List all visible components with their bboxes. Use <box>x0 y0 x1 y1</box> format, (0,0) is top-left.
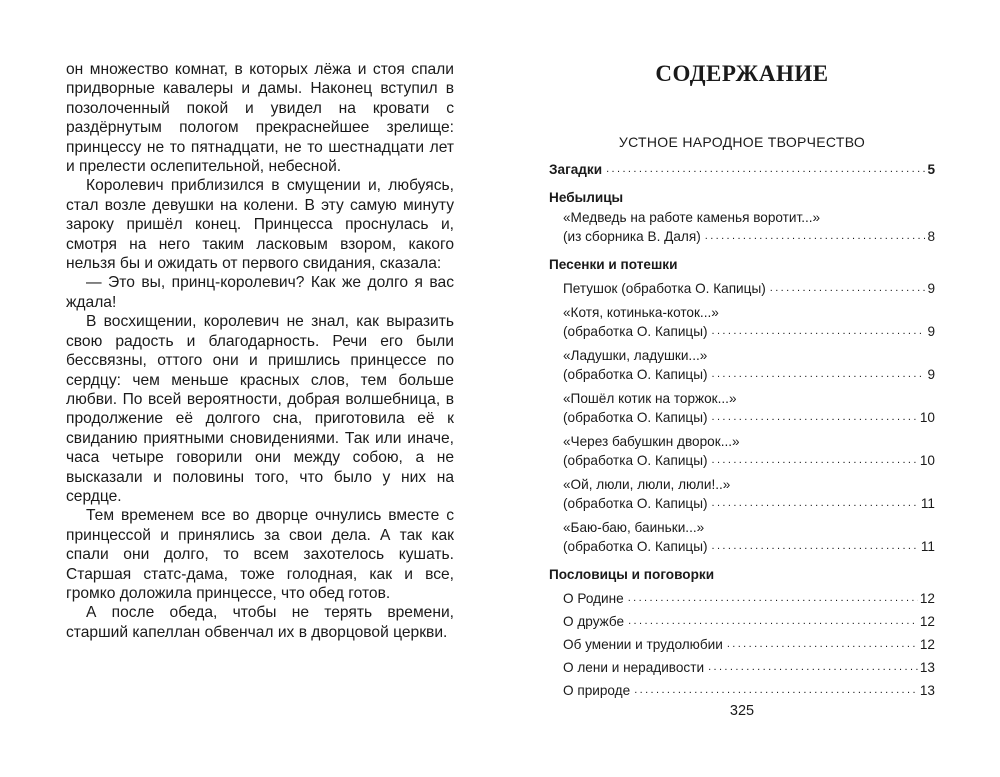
toc-entry[interactable] <box>563 518 935 556</box>
toc-entry[interactable] <box>563 389 935 427</box>
toc-entry-title: О Родине <box>563 591 624 606</box>
toc-entry[interactable] <box>563 635 935 654</box>
toc-entry[interactable] <box>563 589 935 608</box>
toc-entry-title: «Баю-баю, баиньки...» <box>563 520 705 535</box>
toc-entry-subtitle: (обработка О. Капицы) <box>563 496 708 511</box>
dot-leader <box>634 681 918 700</box>
toc-page-number: 12 <box>919 614 935 629</box>
toc-group-songs <box>549 255 935 556</box>
toc-page-number: 5 <box>927 162 935 177</box>
toc-page-number: 9 <box>927 367 935 382</box>
toc-group-title: Пословицы и поговорки <box>549 567 715 582</box>
toc-group-fables <box>549 188 935 246</box>
toc-entry-subtitle: (обработка О. Капицы) <box>563 410 708 425</box>
toc-group-title: Небылицы <box>549 190 624 205</box>
toc-entry-title: Об умении и трудолюбии <box>563 637 723 652</box>
toc-entry[interactable] <box>563 303 935 341</box>
paragraph: Королевич приблизился в смущении и, любуясь, стал возле девушки на колени. В эту самую минуту зароку пришёл конец. Принцесса проснулась и, смотря на него таким ласковым взором, какого нельзя бы и ожидать от первого свидания, сказала: <box>66 177 454 273</box>
dot-leader <box>712 322 926 341</box>
toc-entry[interactable] <box>563 432 935 470</box>
toc-entry-title: «Котя, котинька-коток...» <box>563 305 719 320</box>
toc-entry-subtitle: (обработка О. Капицы) <box>563 539 708 554</box>
toc-entry[interactable] <box>563 681 935 700</box>
toc-page-number: 9 <box>927 281 935 296</box>
toc-entry[interactable] <box>563 612 935 631</box>
toc-entry-title: «Медведь на работе каменья воротит...» <box>563 210 821 225</box>
paragraph: А после обеда, чтобы не терять времени, старший капеллан обвенчал их в дворцовой церкви. <box>66 604 454 641</box>
dot-leader <box>628 589 918 608</box>
toc-entry-subtitle: (из сборника В. Даля) <box>563 229 701 244</box>
toc-entry-subtitle: (обработка О. Капицы) <box>563 367 708 382</box>
toc-group-title: Песенки и потешки <box>549 257 678 272</box>
toc-entry-title: Загадки <box>549 162 603 177</box>
dot-leader <box>628 612 918 631</box>
paragraph: Тем временем все во дворце очнулись вместе с принцессой и принялись за свои дела. А так как спали они долго, то всем захотелось кушать. Старшая статс-дама, тоже голодная, как и все, громко доложила принцессе, что обед готов. <box>66 507 454 602</box>
dot-leader <box>770 279 926 298</box>
toc-entry-title: «Ладушки, ладушки...» <box>563 348 708 363</box>
toc-page-number: 10 <box>919 453 935 468</box>
toc-page-number: 13 <box>919 660 935 675</box>
table-of-contents <box>549 58 935 700</box>
paragraph: он множество комнат, в которых лёжа и стоя спали придворные кавалеры и дамы. Наконец вступил в позолоченный покой и увидел на кровати с раздёрнутым пологом прекраснейшее зрелище: принцессу не то пятнадцати, не то шестнадцати лет и прелести ослепительной, небесной. <box>66 61 454 176</box>
toc-entry-subtitle: (обработка О. Капицы) <box>563 453 708 468</box>
toc-entry-title: О дружбе <box>563 614 625 629</box>
dot-leader <box>712 365 926 384</box>
paragraph: В восхищении, королевич не знал, как выразить свою радость и благодарность. Речи его были бессвязны, оттого они и пришлись принцессе по сердцу: чем меньше красных слов, тем больше любви. По всей вероятности, добрая волшебница, в продолжение её долгого сна, приготовила её к свиданию приятными сновидениями. Так или иначе, часа четыре говорили они между собою, а не высказали и половины того, что было у них на сердце. <box>66 313 454 505</box>
dot-leader <box>606 160 925 179</box>
toc-entry[interactable] <box>563 346 935 384</box>
toc-entry[interactable] <box>549 160 935 179</box>
toc-entry-title: О лени и нерадивости <box>563 660 705 675</box>
toc-group-riddles <box>549 160 935 179</box>
section-title: УСТНОЕ НАРОДНОЕ ТВОРЧЕСТВО <box>618 134 866 150</box>
toc-entry-subtitle: (обработка О. Капицы) <box>563 324 708 339</box>
toc-entry-title: «Ой, люли, люли, люли!..» <box>563 477 731 492</box>
toc-page-number: 12 <box>919 591 935 606</box>
toc-entry[interactable] <box>563 475 935 513</box>
page-number: 325 <box>729 703 755 719</box>
dot-leader <box>727 635 918 654</box>
toc-page-number: 12 <box>919 637 935 652</box>
toc-page-number: 11 <box>920 496 935 511</box>
left-page-text <box>66 60 454 642</box>
toc-title: СОДЕРЖАНИЕ <box>655 61 829 86</box>
dot-leader <box>712 451 918 470</box>
toc-entry-title: «Пошёл котик на торжок...» <box>563 391 737 406</box>
toc-page-number: 8 <box>927 229 935 244</box>
dot-leader <box>705 227 926 246</box>
paragraph: — Это вы, принц-королевич? Как же долго я вас ждала! <box>66 274 454 311</box>
dot-leader <box>712 537 919 556</box>
toc-page-number: 10 <box>919 410 935 425</box>
toc-group-proverbs <box>549 565 935 700</box>
dot-leader <box>712 494 919 513</box>
toc-page-number: 13 <box>919 683 935 698</box>
toc-entry[interactable] <box>563 279 935 298</box>
toc-entry[interactable] <box>563 208 935 246</box>
toc-entry[interactable] <box>563 658 935 677</box>
dot-leader <box>712 408 918 427</box>
toc-entry-title: «Через бабушкин дворок...» <box>563 434 740 449</box>
toc-page-number: 11 <box>920 539 935 554</box>
toc-entry-title: Петушок (обработка О. Капицы) <box>563 281 766 296</box>
dot-leader <box>708 658 918 677</box>
toc-entry-title: О природе <box>563 683 631 698</box>
toc-page-number: 9 <box>927 324 935 339</box>
